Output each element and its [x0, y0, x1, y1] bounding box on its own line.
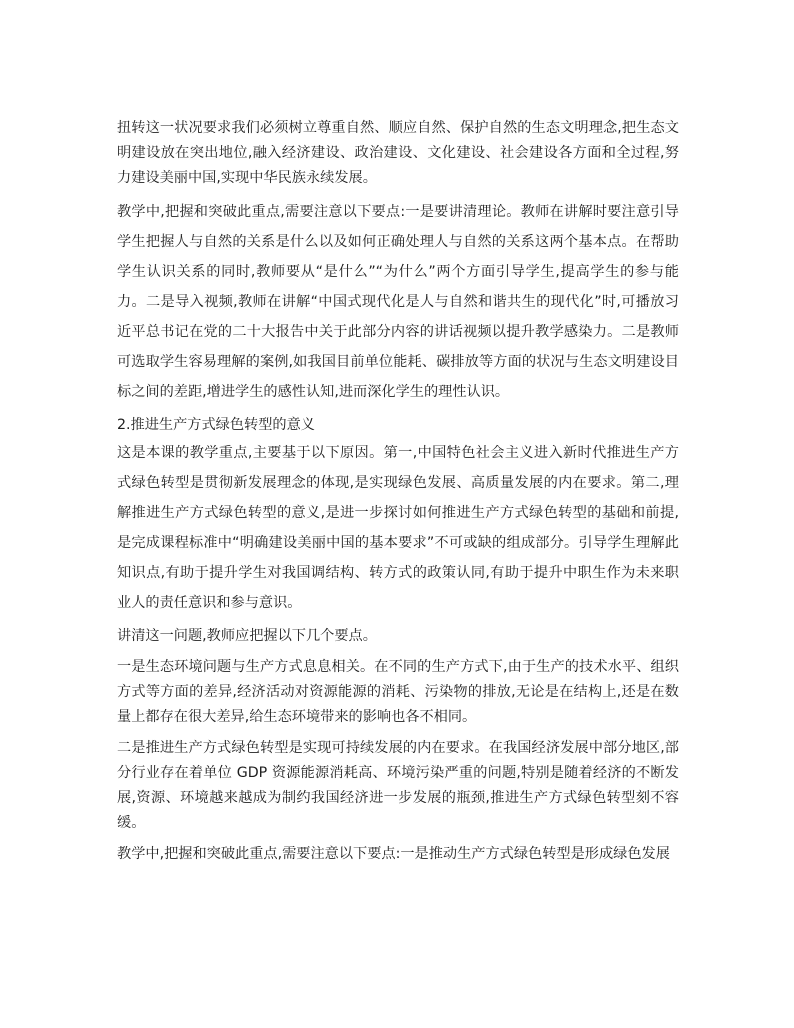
paragraph-teaching-focus-reasons: 这是本课的教学重点,主要基于以下原因。第一,中国特色社会主义进入新时代推进生产方式绿色转型是贯彻新发展理念的体现,是实现绿色发展、高质量发展的内在要求。第二,理解推进生产方式绿色转型的意义,是进一步探讨如何推进生产方式绿色转型的基础和前提,是完成课程标准中“明确建设美丽中国的基本要求”不可或缺的组成部分。引导学生理解此知识点,有助于提升学生对我国调结构、转方式的政策认同,有助于提升中职生作为未来职业人的责任意识和参与意识。: [117, 445, 679, 611]
paragraph-explain-points: 讲清这一问题,教师应把握以下几个要点。: [117, 628, 377, 644]
paragraph-ecological-civilization: 扭转这一状况要求我们必须树立尊重自然、顺应自然、保护自然的生态文明理念,把生态文明建设放在突出地位,融入经济建设、政治建设、文化建设、社会建设各方面和全过程,努力建设美丽中国,实现中华民族永续发展。: [117, 120, 679, 186]
document-body: [117, 116, 679, 867]
paragraph-point-one: 一是生态环境问题与生产方式息息相关。在不同的生产方式下,由于生产的技术水平、组织方式等方面的差异,经济活动对资源能源的消耗、污染物的排放,无论是在结构上,还是在数量上都存在很大差异,给生态环境带来的影响也各不相同。: [117, 659, 679, 725]
paragraph-teaching-key-points-2: 教学中,把握和突破此重点,需要注意以下要点:一是推动生产方式绿色转型是形成绿色发展: [117, 846, 670, 862]
paragraph-teaching-key-points-1: 教学中,把握和突破此重点,需要注意以下要点:一是要讲清理论。教师在讲解时要注意引导学生把握人与自然的关系是什么以及如何正确处理人与自然的关系这两个基本点。在帮助学生认识关系的同时,教师要从“是什么”“为什么”两个方面引导学生,提高学生的参与能力。二是导入视频,教师在讲解“中国式现代化是人与自然和谐共生的现代化”时,可播放习近平总书记在党的二十大报告中关于此部分内容的讲话视频以提升教学感染力。二是教师可选取学生容易理解的案例,如我国目前单位能耗、碳排放等方面的状况与生态文明建设目标之间的差距,增进学生的感性认知,进而深化学生的理性认识。: [117, 204, 679, 400]
section-heading: 2.推进生产方式绿色转型的意义: [117, 417, 315, 433]
paragraph-point-two: 二是推进生产方式绿色转型是实现可持续发展的内在要求。在我国经济发展中部分地区,部分行业存在着单位 GDP 资源能源消耗高、环境污染严重的问题,特别是随着经济的不断发展,资源、环境越来越成为制约我国经济进一步发展的瓶颈,推进生产方式绿色转型刻不容缓。: [117, 740, 679, 831]
